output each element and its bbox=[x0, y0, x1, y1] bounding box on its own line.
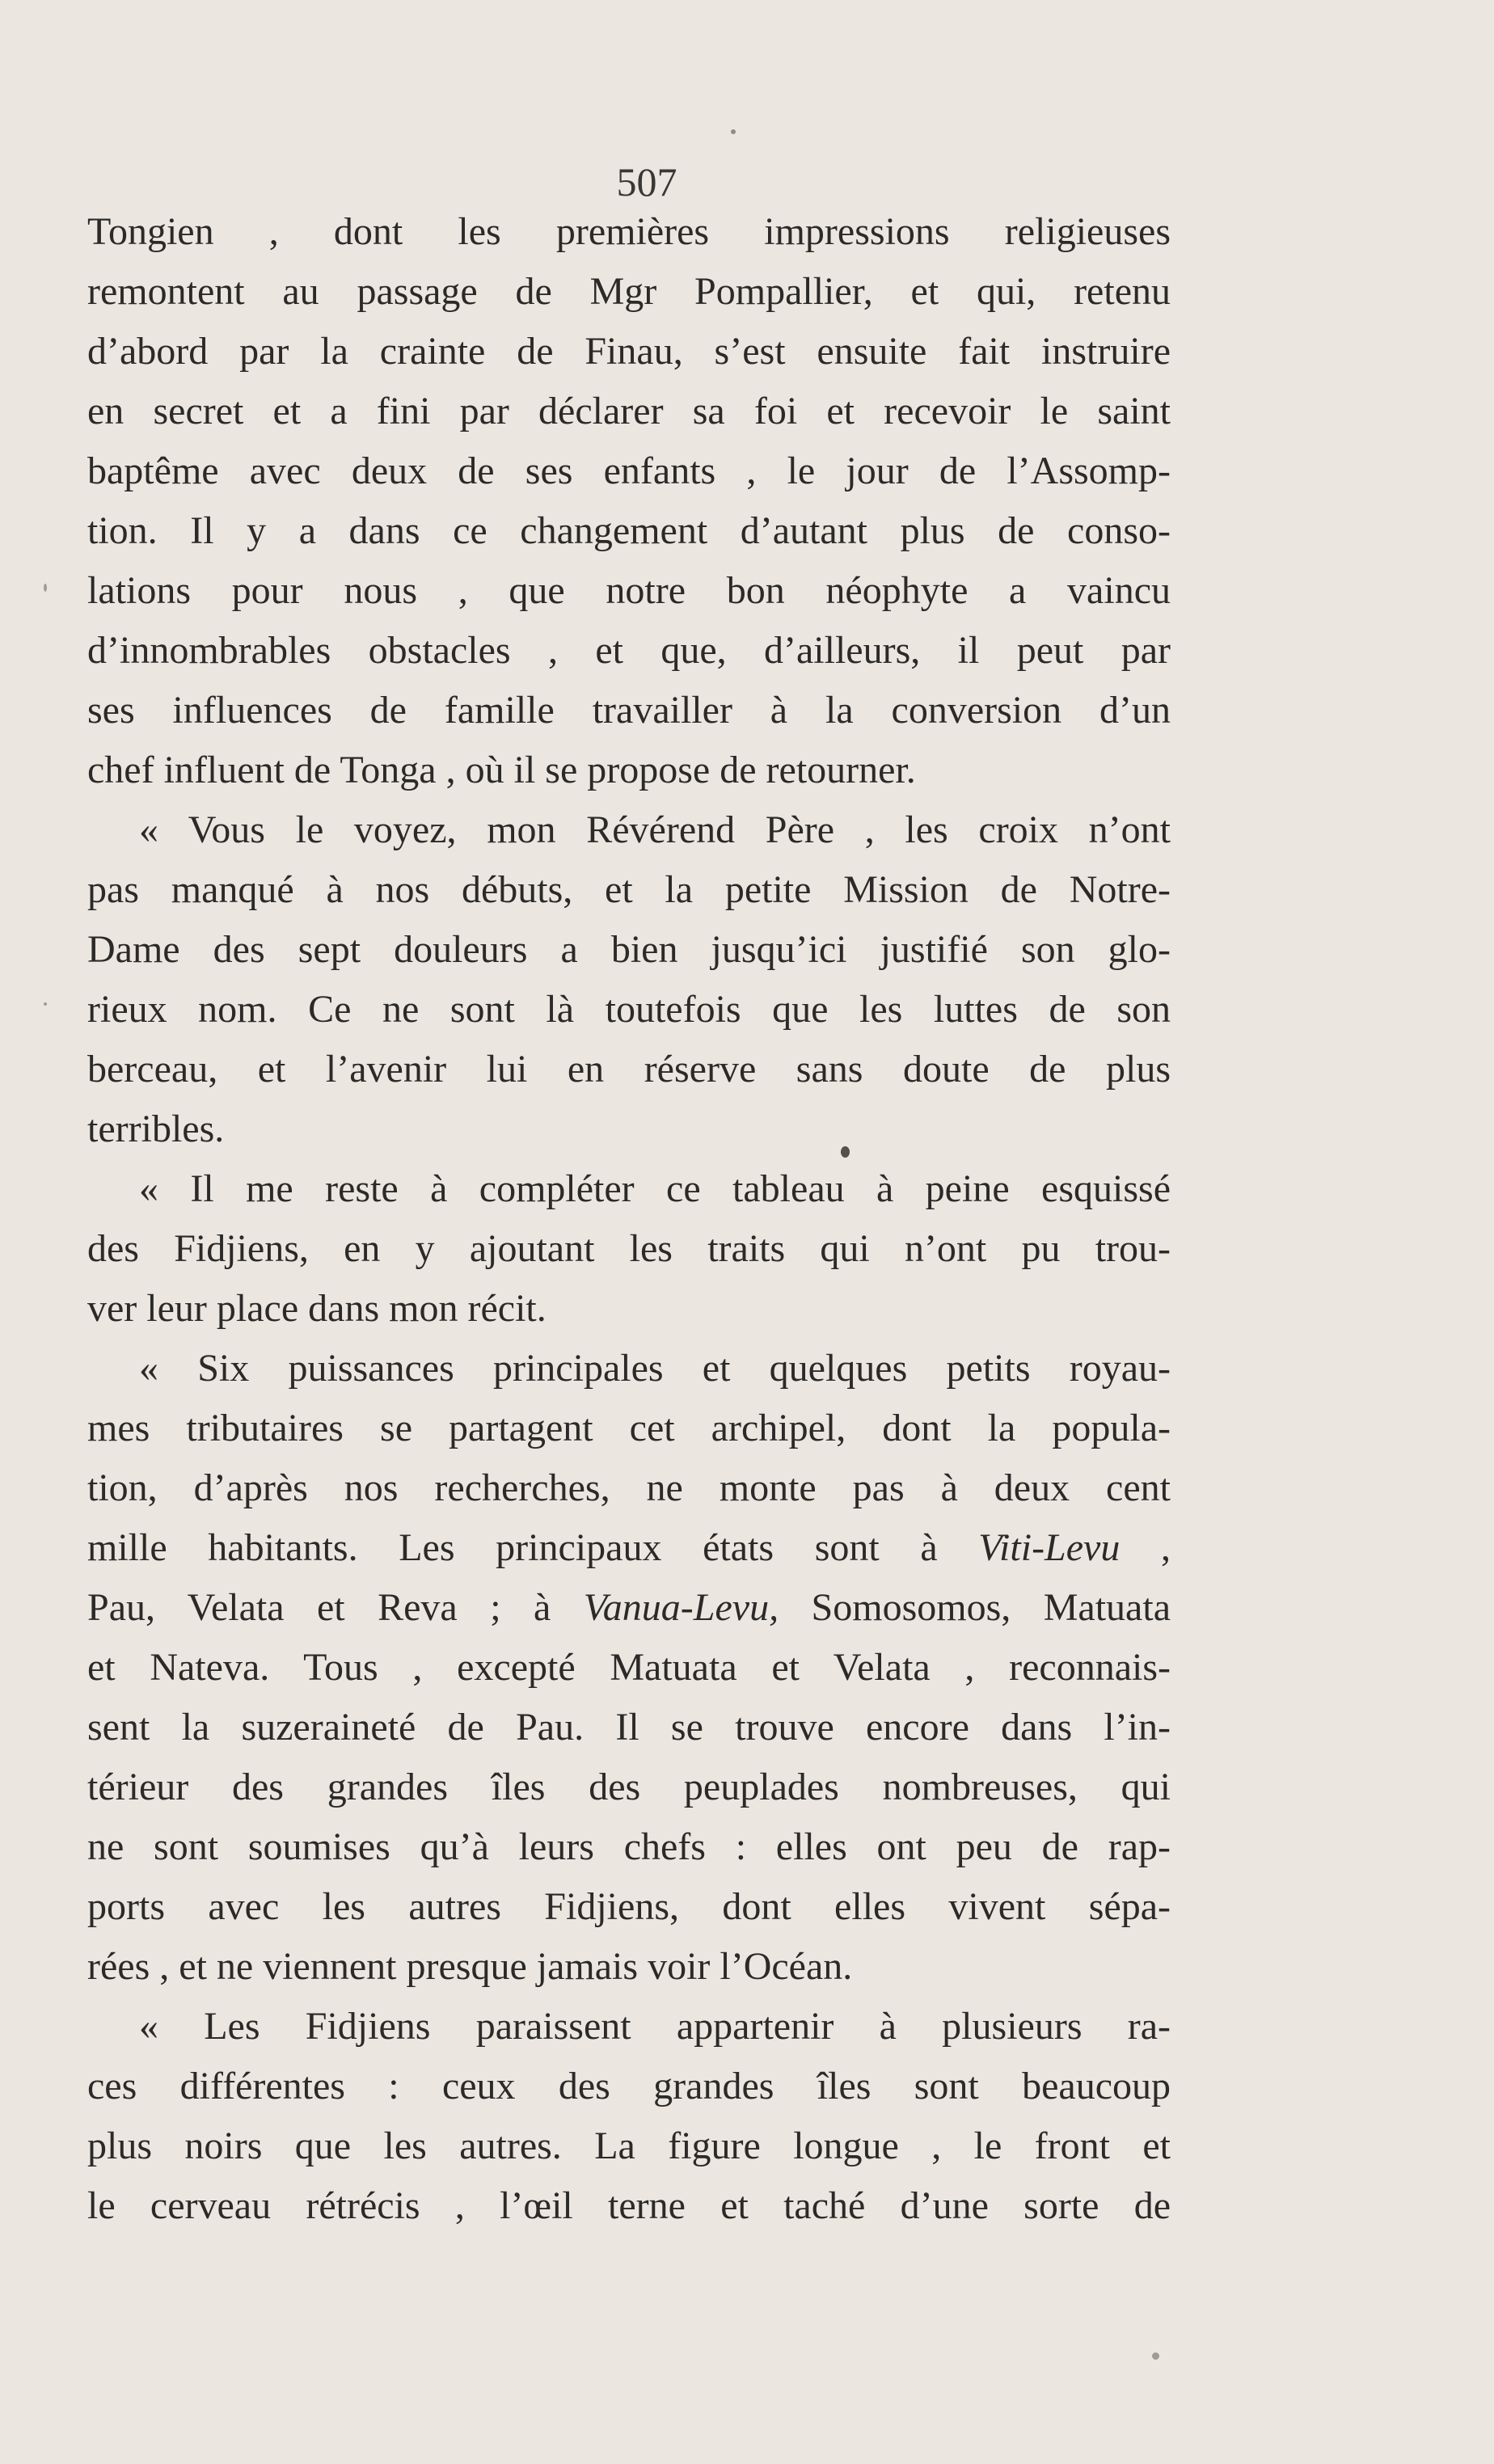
text-line: térieur des grandes îles des peuplades nombreuses, qui bbox=[87, 1766, 1171, 1808]
ink-speck bbox=[44, 1002, 47, 1006]
text-line: lations pour nous , que notre bon néophyte a vaincu bbox=[87, 569, 1171, 612]
text-line: rées , et ne viennent presque jamais voir l’Océan. bbox=[87, 1945, 853, 1988]
text-line: d’abord par la crainte de Finau, s’est ensuite fait instruire bbox=[87, 330, 1171, 373]
text-line bbox=[87, 1518, 1171, 1578]
text-line: Dame des sept douleurs a bien jusqu’ici justifié son glo- bbox=[87, 928, 1171, 971]
text-line: rieux nom. Ce ne sont là toutefois que les luttes de son bbox=[87, 988, 1171, 1031]
text-line: ne sont soumises qu’à leurs chefs : elles ont peu de rap- bbox=[87, 1825, 1171, 1868]
text-line: ces différentes : ceux des grandes îles sont beaucoup bbox=[87, 2065, 1171, 2107]
text-line: « Vous le voyez, mon Révérend Père , les croix n’ont bbox=[139, 808, 1171, 851]
text-line: tion, d’après nos recherches, ne monte pas à deux cent bbox=[87, 1466, 1171, 1509]
text-line: d’innombrables obstacles , et que, d’ailleurs, il peut par bbox=[87, 629, 1171, 672]
text-line: des Fidjiens, en y ajoutant les traits qui n’ont pu trou- bbox=[87, 1227, 1171, 1270]
text-line: « Il me reste à compléter ce tableau à peine esquissé bbox=[139, 1167, 1171, 1210]
text-line: en secret et a fini par déclarer sa foi et recevoir le saint bbox=[87, 390, 1171, 432]
body-text bbox=[87, 202, 1171, 2236]
text-line: et Nateva. Tous , excepté Matuata et Velata , reconnais- bbox=[87, 1646, 1171, 1689]
text-line: mes tributaires se partagent cet archipel, dont la popula- bbox=[87, 1407, 1171, 1449]
ink-speck bbox=[1152, 2352, 1159, 2360]
text-run: , bbox=[1120, 1526, 1171, 1569]
text-line: chef influent de Tonga , où il se propose de retourner. bbox=[87, 749, 916, 791]
text-line: le cerveau rétrécis , l’œil terne et taché d’une sorte de bbox=[87, 2184, 1171, 2227]
text-line bbox=[87, 1578, 1171, 1638]
text-line: « Six puissances principales et quelques petits royau- bbox=[139, 1347, 1171, 1390]
text-line: ver leur place dans mon récit. bbox=[87, 1287, 547, 1330]
text-line: Tongien , dont les premières impressions religieuses bbox=[87, 210, 1171, 253]
ink-speck bbox=[44, 584, 47, 592]
ink-speck bbox=[731, 129, 736, 134]
text-line: « Les Fidjiens paraissent appartenir à plusieurs ra- bbox=[139, 2005, 1171, 2048]
place-name: Viti-Levu bbox=[978, 1526, 1120, 1569]
text-run: Somosomos, Matuata bbox=[779, 1586, 1171, 1629]
text-line: ses influences de famille travailler à la conversion d’un bbox=[87, 689, 1171, 732]
text-line: plus noirs que les autres. La figure longue , le front et bbox=[87, 2124, 1171, 2167]
text-line: remontent au passage de Mgr Pompallier, et qui, retenu bbox=[87, 270, 1171, 313]
text-line: ports avec les autres Fidjiens, dont elles vivent sépa- bbox=[87, 1885, 1171, 1928]
text-line: terribles. bbox=[87, 1108, 225, 1150]
text-line: baptême avec deux de ses enfants , le jour de l’Assomp- bbox=[87, 449, 1171, 492]
place-name: Vanua-Levu, bbox=[583, 1586, 779, 1629]
text-run: mille habitants. Les principaux états sont à bbox=[87, 1526, 979, 1569]
ink-speck bbox=[841, 1146, 850, 1158]
text-line: pas manqué à nos débuts, et la petite Mission de Notre- bbox=[87, 868, 1171, 911]
text-line: tion. Il y a dans ce changement d’autant plus de conso- bbox=[87, 509, 1171, 552]
text-line: berceau, et l’avenir lui en réserve sans doute de plus bbox=[87, 1048, 1171, 1091]
text-line: sent la suzeraineté de Pau. Il se trouve encore dans l’in- bbox=[87, 1706, 1171, 1749]
text-run: Pau, Velata et Reva ; à bbox=[87, 1586, 584, 1629]
page-number: 507 bbox=[616, 159, 677, 205]
